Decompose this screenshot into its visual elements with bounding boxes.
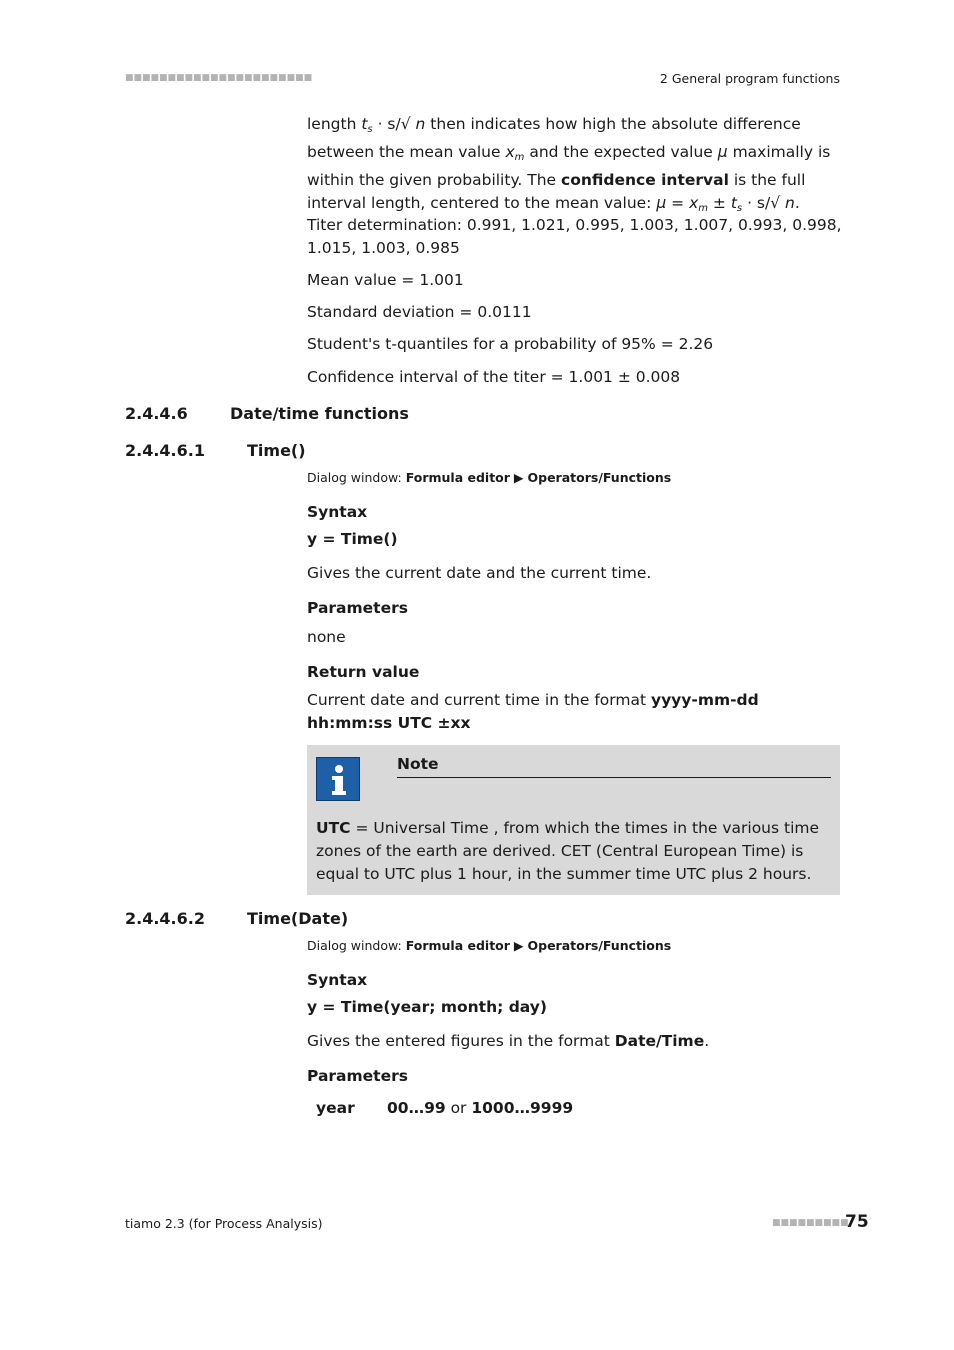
param-year-range: 00…99 or 1000…9999 <box>387 1099 574 1117</box>
parameters-label-1: Parameters <box>307 599 408 617</box>
return-label: Return value <box>307 663 420 681</box>
parameters-label-2: Parameters <box>307 1067 408 1085</box>
syntax-label-1: Syntax <box>307 503 368 521</box>
note-text: UTC = Universal Time , from which the times in the various time zones of the earth are derived. CET (Central European Time) is equal to UTC plus 1 hour, in the summer time UTC plus 2 hours. <box>316 819 820 883</box>
triangle-right-icon: ▶ <box>509 470 528 485</box>
dialog-path-2: Dialog window: Formula editor ▶ Operators/Functions <box>307 938 672 953</box>
subsection-2-number: 2.4.4.6.2 <box>125 909 205 928</box>
t-quantile: Student's t-quantiles for a probability of 95% = 2.26 <box>307 335 714 353</box>
syntax-1: y = Time() <box>307 530 398 548</box>
standard-deviation: Standard deviation = 0.0111 <box>307 303 532 321</box>
syntax-label-2: Syntax <box>307 971 368 989</box>
footer-product: tiamo 2.3 (for Process Analysis) <box>125 1216 323 1231</box>
parameters-1: none <box>307 628 346 646</box>
syntax-2: y = Time(year; month; day) <box>307 998 547 1016</box>
subsection-1-title: Time() <box>247 441 306 460</box>
mean-value: Mean value = 1.001 <box>307 271 464 289</box>
header-chapter-title: 2 General program functions <box>659 71 840 86</box>
titer-values: Titer determination: 0.991, 1.021, 0.995, 1.003, 1.007, 0.993, 0.998, 1.015, 1.003, 0.985 <box>307 216 842 257</box>
section-number: 2.4.4.6 <box>125 404 188 423</box>
header-decoration: ■■■■■■■■■■■■■■■■■■■■■■ <box>125 73 313 83</box>
note-box <box>307 745 840 895</box>
triangle-right-icon: ▶ <box>509 938 528 953</box>
intro-paragraph: length $t_s \cdot s/√$ n then indicates how high the absolute difference between the mean value $x_m$ and the expected value μ maximally is within the given probability. The confidence interval is the full interval length, centered to the mean value: $\mu = x_m \pm t_s \cdot s/√$ n. <box>307 115 831 214</box>
page-number: 75 <box>845 1212 869 1232</box>
footer-decoration: ■■■■■■■■■ <box>772 1218 849 1228</box>
param-year-name: year <box>316 1099 355 1117</box>
subsection-1-number: 2.4.4.6.1 <box>125 441 205 460</box>
dialog-path-1: Dialog window: Formula editor ▶ Operators/Functions <box>307 470 672 485</box>
section-title: Date/time functions <box>230 404 409 423</box>
description-2: Gives the entered figures in the format Date/Time. <box>307 1032 710 1050</box>
note-divider <box>397 777 831 778</box>
return-value: Current date and current time in the format yyyy-mm-dd hh:mm:ss UTC ±xx <box>307 691 759 732</box>
info-icon <box>316 757 360 801</box>
subsection-2-title: Time(Date) <box>247 909 349 928</box>
description-1: Gives the current date and the current time. <box>307 564 652 582</box>
confidence-interval: Confidence interval of the titer = 1.001 ± 0.008 <box>307 368 681 386</box>
note-title: Note <box>397 755 439 773</box>
